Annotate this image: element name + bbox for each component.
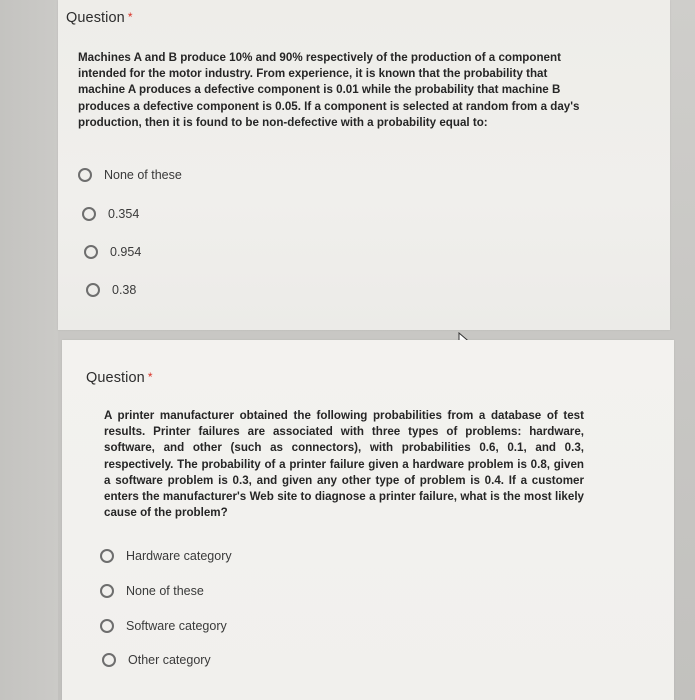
question-title-text: Question <box>86 370 145 386</box>
radio-button[interactable] <box>102 653 116 667</box>
option-hardware-category[interactable] <box>100 549 232 563</box>
radio-button[interactable] <box>100 584 114 598</box>
question-text: A printer manufacturer obtained the following probabilities from a database of test results. Printer failures are associated with three types of problems: hardware, software, and other (such as connectors), with probabilities 0.6, 0.1, and 0.3, respectively. The probability of a printer failure given a hardware problem is 0.8, given a software problem is 0.3, and given any other type of problem is 0.4. If a customer enters the manufacturer's Web site to diagnose a printer failure, what is the most likely cause of the problem? <box>104 409 584 520</box>
option-label: Hardware category <box>126 549 232 563</box>
option-none-of-these[interactable] <box>78 168 182 182</box>
option-0-38[interactable] <box>86 283 136 297</box>
option-label: 0.354 <box>108 207 140 221</box>
radio-button[interactable] <box>84 245 98 259</box>
option-label: None of these <box>104 168 182 182</box>
radio-button[interactable] <box>100 549 114 563</box>
question-title <box>66 10 133 26</box>
background-shade <box>0 0 58 700</box>
option-label: None of these <box>126 584 204 598</box>
question-title-text: Question <box>66 10 125 26</box>
required-asterisk: * <box>147 370 153 384</box>
option-label: Other category <box>128 653 211 667</box>
question-card-2 <box>62 340 674 700</box>
radio-button[interactable] <box>78 168 92 182</box>
option-0-954[interactable] <box>84 245 141 259</box>
option-other-category[interactable] <box>102 653 211 667</box>
question-text: Machines A and B produce 10% and 90% respectively of the production of a component intended for the motor industry. From experience, it is known that the probability that machine A produces a defective component is 0.01 while the probability that machine B produces a defective component is 0.05. If a component is selected at random from a day's production, then it is found to be non-defective with a probability equal to: <box>78 51 580 129</box>
option-0-354[interactable] <box>82 207 139 221</box>
question-card-1 <box>58 0 670 330</box>
radio-button[interactable] <box>86 283 100 297</box>
option-label: 0.954 <box>110 245 142 259</box>
required-asterisk: * <box>127 10 133 24</box>
radio-button[interactable] <box>100 619 114 633</box>
question-title <box>86 370 153 386</box>
radio-button[interactable] <box>82 207 96 221</box>
option-label: 0.38 <box>112 283 137 297</box>
option-label: Software category <box>126 619 227 633</box>
option-software-category[interactable] <box>100 619 227 633</box>
option-none-of-these[interactable] <box>100 584 204 598</box>
